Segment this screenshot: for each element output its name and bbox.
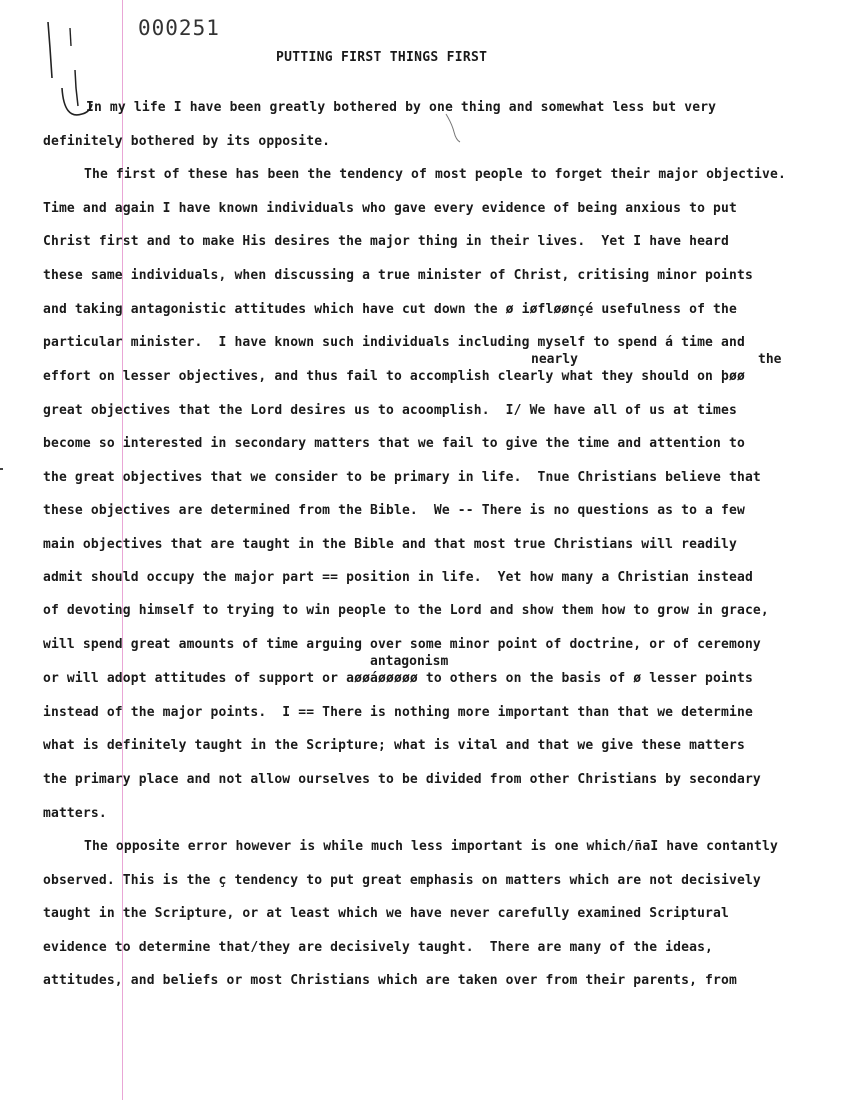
insert-nearly: nearly <box>531 352 578 367</box>
text-line: these objectives are determined from the Bible. We -- There is no questions as to a few <box>43 503 745 518</box>
handwritten-curl-mark <box>444 112 464 146</box>
text-line: attitudes, and beliefs or most Christians which are taken over from their parents, from <box>43 973 737 988</box>
text-line: what is definitely taught in the Scripture; what is vital and that we give these matters <box>43 738 745 753</box>
document-title: PUTTING FIRST THINGS FIRST <box>276 50 488 65</box>
text-line: main objectives that are taught in the Bible and that most true Christians will readily <box>43 537 737 552</box>
margin-tick-mark <box>0 468 3 470</box>
text-line: will spend great amounts of time arguing over some minor point of doctrine, or of ceremony <box>43 637 761 652</box>
text-line: In my life I have been greatly bothered by one thing and somewhat less but very <box>86 100 717 115</box>
text-line: Christ first and to make His desires the major thing in their lives. Yet I have heard <box>43 234 729 249</box>
text-line: admit should occupy the major part == position in life. Yet how many a Christian instead <box>43 570 753 585</box>
page-number: 000251 <box>138 16 220 40</box>
text-line: The opposite error however is while much less important is one which/ñaI have contantly <box>84 839 778 854</box>
text-line: of devoting himself to trying to win people to the Lord and show them how to grow in grace, <box>43 603 769 618</box>
text-line: particular minister. I have known such individuals including myself to spend á time and <box>43 335 745 350</box>
insert-antagonism: antagonism <box>370 654 449 669</box>
text-line: effort on lesser objectives, and thus fail to accomplish clearly what they should on þøø <box>43 369 745 384</box>
text-line: and taking antagonistic attitudes which have cut down the ø iøfløønçé usefulness of the <box>43 302 737 317</box>
text-line: definitely bothered by its opposite. <box>43 134 331 149</box>
insert-the: the <box>758 352 782 367</box>
text-line: these same individuals, when discussing a true minister of Christ, critising minor points <box>43 268 753 283</box>
text-line: instead of the major points. I == There is nothing more important than that we determine <box>43 705 753 720</box>
text-line: become so interested in secondary matters that we fail to give the time and attention to <box>43 436 745 451</box>
text-line: great objectives that the Lord desires us to acoomplish. I/ We have all of us at times <box>43 403 737 418</box>
text-line: observed. This is the ç tendency to put great emphasis on matters which are not decisively <box>43 873 761 888</box>
text-line: taught in the Scripture, or at least which we have never carefully examined Scriptural <box>43 906 729 921</box>
text-line: the great objectives that we consider to be primary in life. Tnue Christians believe that <box>43 470 761 485</box>
text-line: or will adopt attitudes of support or aøøáøøøøø to others on the basis of ø lesser points <box>43 671 753 686</box>
text-line: evidence to determine that/they are decisively taught. There are many of the ideas, <box>43 940 714 955</box>
text-line: the primary place and not allow ourselves to be divided from other Christians by secondary <box>43 772 761 787</box>
text-line: The first of these has been the tendency of most people to forget their major objective. <box>84 167 786 182</box>
text-line: matters. <box>43 806 107 821</box>
text-line: Time and again I have known individuals who gave every evidence of being anxious to put <box>43 201 737 216</box>
